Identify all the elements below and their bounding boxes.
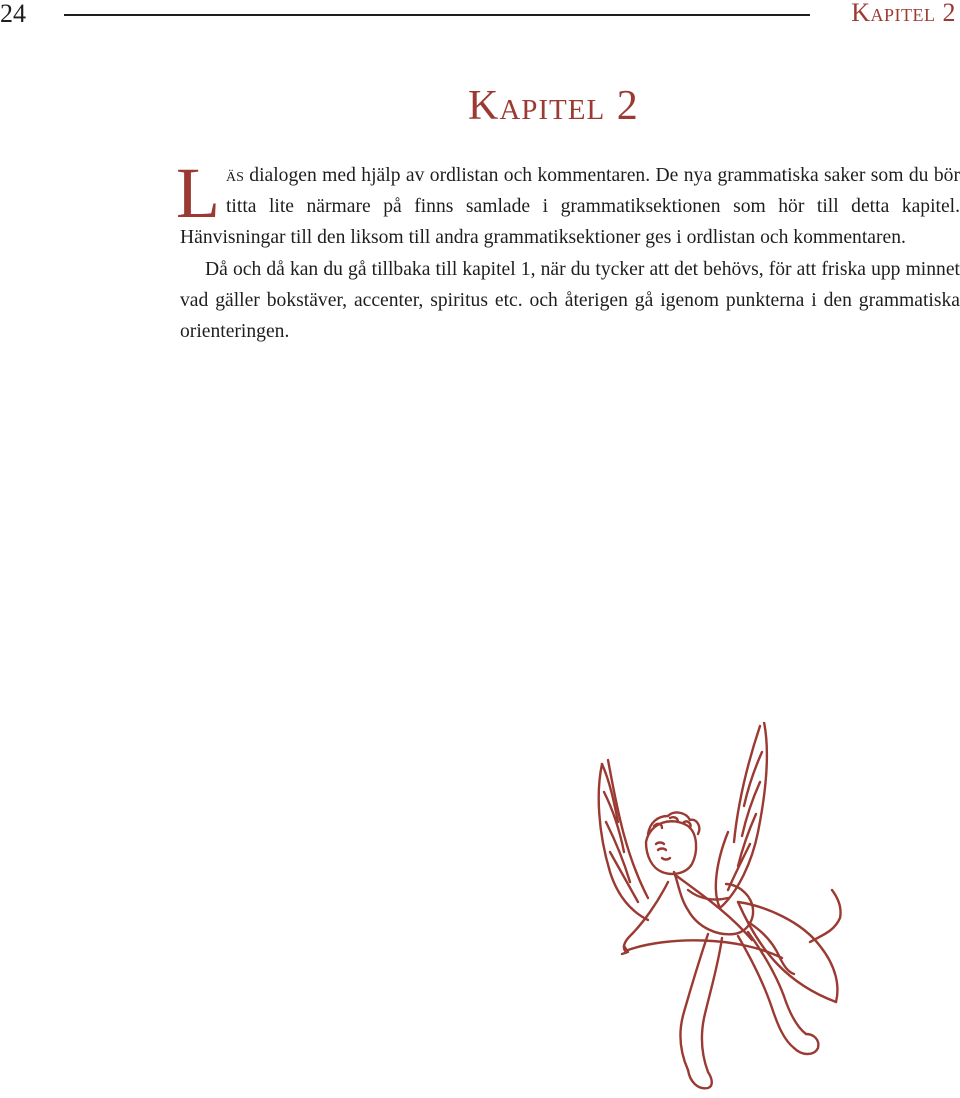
bow-end: [810, 890, 841, 942]
right-wing-edge: [734, 726, 760, 842]
paragraph-1: [176, 153, 960, 254]
cupid-drawing-icon: [588, 722, 860, 1098]
front-leg: [681, 934, 708, 1070]
right-wing: [720, 722, 767, 908]
body-text: [176, 153, 960, 347]
chapter-title: Kapitel 2: [468, 83, 639, 129]
face: [656, 843, 670, 860]
head-outline: [646, 821, 696, 874]
left-wing-feathers: [602, 764, 638, 902]
paragraph-2: Då och då kan du gå tillbaka till kapitel 1, när du tycker att det behövs, för att friska upp minnet vad gäller bokstäver, accenter, spiritus etc. och återigen gå igenom punkterna i den grammatiska orienteringen.: [180, 258, 960, 343]
running-head-title: Kapitel 2: [851, 0, 956, 27]
lead-in: äs: [225, 164, 244, 186]
page-number: 24: [0, 0, 26, 28]
back-foot: [794, 1034, 818, 1054]
running-head: [0, 0, 960, 30]
right-wing-lower: [716, 832, 728, 908]
paragraph-1-text: dialogen med hjälp av ordlistan och kommentaren. De nya grammatiska saker som du bör titta lite närmare på finns samlade i grammatiksektionen som hör till detta kapitel. Hänvisningar till den liksom till andra grammatiksektioner ges i ordlistan och kommentaren.: [180, 165, 960, 249]
left-wing: [599, 764, 648, 920]
back-leg: [738, 936, 794, 1048]
drop-cap: L: [176, 153, 220, 233]
front-leg-inner: [702, 938, 722, 1072]
front-foot: [688, 1070, 712, 1088]
header-rule: [64, 14, 810, 16]
